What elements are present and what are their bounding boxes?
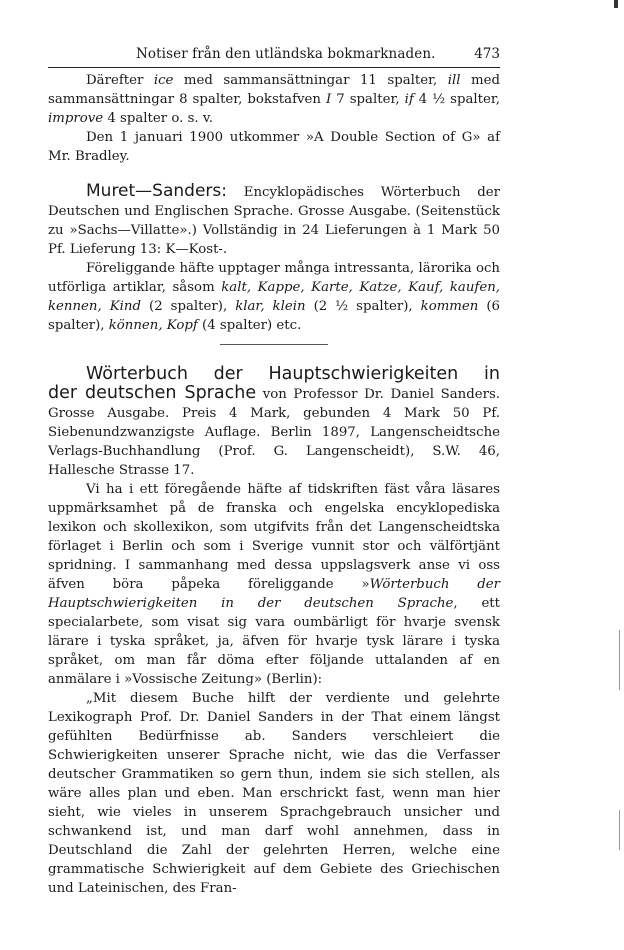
page-content: [48, 46, 500, 898]
section-divider: [220, 344, 328, 345]
paragraph: Den 1 januari 1900 utkommer »A Double Section of G» af Mr. Bradley.: [48, 130, 500, 164]
running-title: Notiser från den utländska bokmarknaden.: [136, 46, 436, 62]
scan-edge-line: [619, 630, 620, 690]
paragraph: Därefter ice med sammansättningar 11 spalter, ill med sammansättningar 8 spalter, bokstafven I 7 spalter, if 4 ½ spalter, improve 4 spalter o. s. v.: [48, 73, 501, 126]
entry-title: Wörterbuch der Hauptschwierigkeiten in: [86, 364, 500, 384]
page-number: 473: [474, 46, 500, 62]
section-woerterbuch: [48, 365, 500, 898]
section-muret-sanders: [48, 182, 500, 345]
paragraph: Vi ha i ett föregående häfte af tidskriften fäst våra läsares uppmärksamhet på de franska och engelska encyklopediska lexikon och skollexikon, som utgifvits från det Langenscheidtska förlaget i Berlin och som i Sverige vunnit stor och välförtjänt spridning. I sammanhang med dessa uppslagsverk anse vi oss äfven böra påpeka föreliggande »Wörterbuch der Hauptschwierigkeiten in der deutschen Sprache, ett specialarbete, som visat sig vara oumbärligt för hvarje svensk lärare i tyska språket, ja, äfven för hvarje tysk lärare i tyska språket, om man får döma efter följande uttalanden af en anmälare i »Vossische Zeitung» (Berlin):: [48, 482, 501, 687]
paragraph: Föreliggande häfte upptager många intressanta, lärorika och utförliga artiklar, såsom kalt, Kappe, Karte, Katze, Kauf, kaufen, kennen, Kind (2 spalter), klar, klein (2 ½ spalter), kommen (6 spalter), können, Kopf (4 spalter) etc.: [48, 261, 501, 333]
entry-title: Muret—Sanders:: [86, 181, 227, 201]
entry-title-continued: der deutschen Sprache: [48, 383, 257, 403]
section-improve-notes: [48, 71, 500, 166]
running-header: [48, 46, 500, 68]
scan-edge-mark: [614, 0, 618, 8]
scan-edge-line: [619, 810, 620, 850]
quotation: „Mit diesem Buche hilft der verdiente und gelehrte Lexikograph Prof. Dr. Daniel Sanders in der That einem längst gefühlten Bedürfnisse ab. Sanders verschleiert die Schwierigkeiten unserer Sprache nicht, wie das die Verfasser deutscher Grammatiken so gern thun, indem sie sich stellen, als wäre alles plan und eben. Man erschrickt fast, wenn man hier sieht, wie vieles in unserem Sprachgebrauch unsicher und schwankend ist, und man darf wohl annehmen, dass in Deutschland die Zahl der gelehrten Herren, welche eine grammatische Schwierigkeit auf dem Gebiete des Griechischen und Lateinischen, des Fran-: [48, 691, 500, 896]
paragraph: Muret—Sanders: Encyklopädisches Wörterbuch der Deutschen und Englischen Sprache. Grosse Ausgabe. (Seitenstück zu »Sachs—Villatte».) Vollständig in 24 Lieferungen à 1 Mark 50 Pf. Lieferung 13: K—Kost-.: [48, 181, 500, 257]
paragraph: der deutschen Sprache von Professor Dr. Daniel Sanders. Grosse Ausgabe. Preis 4 Mark, gebunden 4 Mark 50 Pf. Siebenundzwanzigste Auflage. Berlin 1897, Langenscheidtsche Verlags-Buchhandlung (Prof. G. Langenscheidt), S.W. 46, Hallesche Strasse 17.: [48, 383, 500, 478]
